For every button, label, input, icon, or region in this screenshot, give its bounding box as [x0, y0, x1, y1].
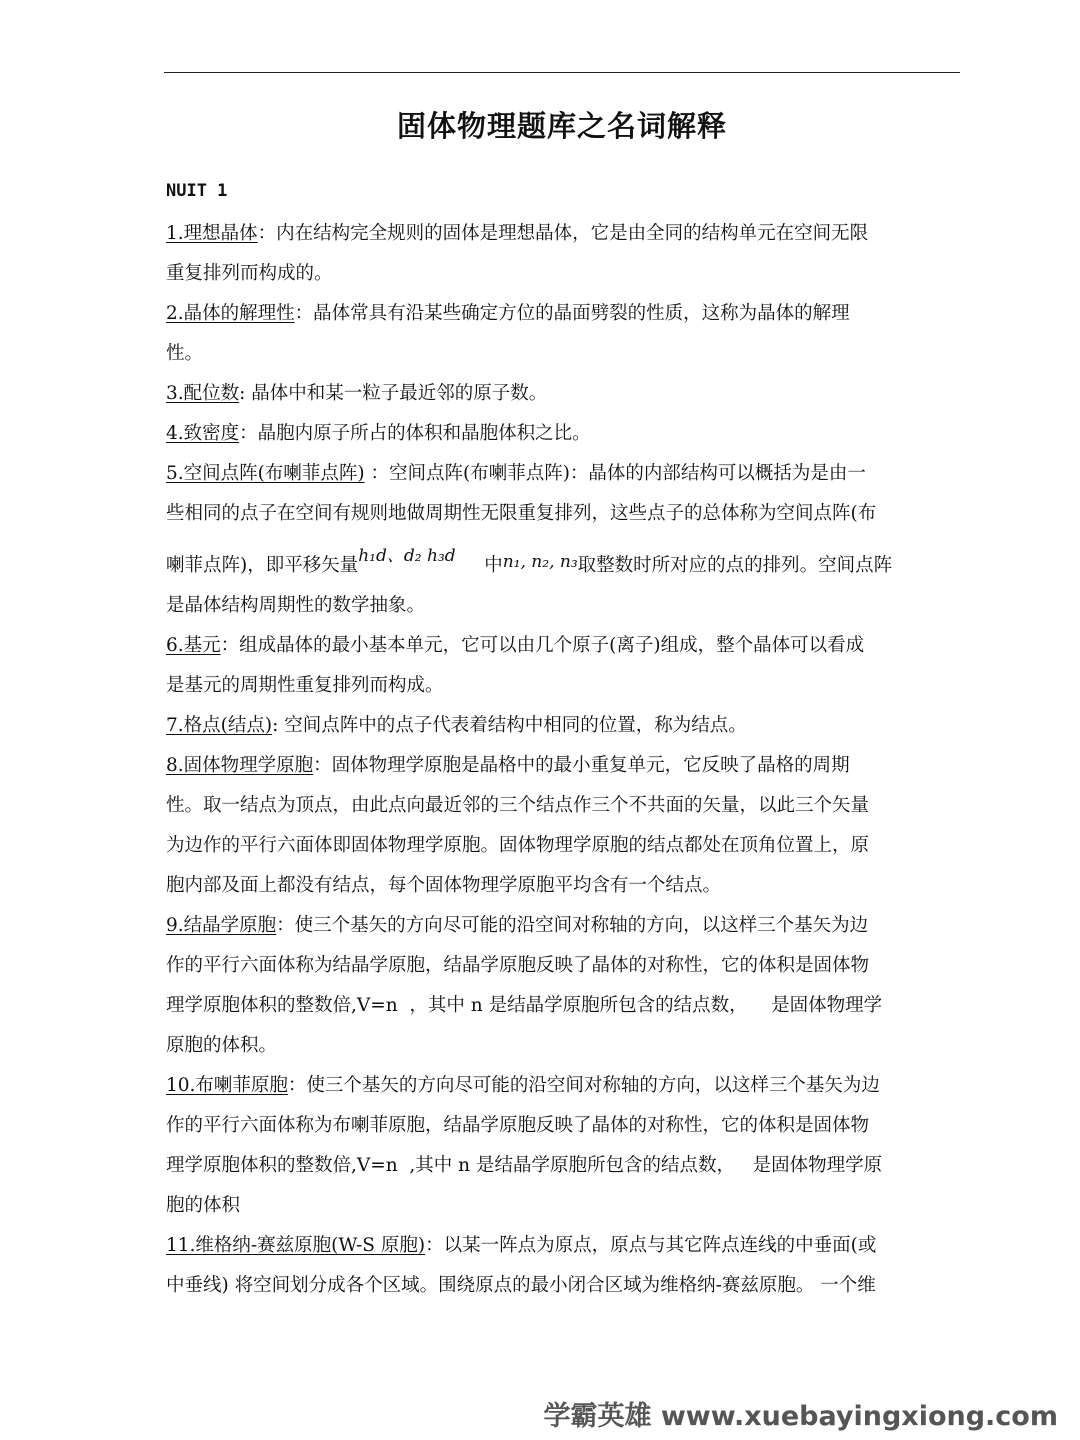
entry-text: ：晶胞内原子所占的体积和晶胞体积之比。 — [239, 423, 591, 444]
entry-term: 11.维格纳-赛兹原胞(W-S 原胞) — [166, 1235, 426, 1256]
entry-text: 取整数时所对应的点的排列。空间点阵 — [577, 555, 893, 576]
entry-line: 作的平行六面体称为布喇菲原胞，结晶学原胞反映了晶体的对称性，它的体积是固体物 — [166, 1115, 870, 1136]
entry-text: ：组成晶体的最小基本单元，它可以由几个原子(离子)组成，整个晶体可以看成 — [220, 635, 865, 656]
entry-line — [166, 626, 964, 666]
entry-term: 8.固体物理学原胞 — [166, 755, 314, 776]
entry-line: 为边作的平行六面体即固体物理学原胞。固体物理学原胞的结点都处在顶角位置上，原 — [166, 835, 870, 856]
entry-text: 中 — [484, 555, 503, 576]
entry-primitive-cell — [166, 746, 964, 906]
entry-line: 是基元的周期性重复排列而构成。 — [166, 675, 444, 696]
entry-text: ：使三个基矢的方向尽可能的沿空间对称轴的方向，以这样三个基矢为边 — [276, 915, 869, 936]
entry-line — [166, 414, 964, 454]
entry-crystallographic-cell — [166, 906, 964, 1066]
entry-term: 4.致密度 — [166, 423, 240, 444]
entry-line: 性。取一结点为顶点，由此点向最近邻的三个结点作三个不共面的矢量，以此三个矢量 — [166, 795, 870, 816]
entry-line: 些相同的点子在空间有规则地做周期性无限重复排列，这些点子的总体称为空间点阵(布 — [166, 503, 877, 524]
entry-line — [166, 706, 964, 746]
entry-line — [166, 1226, 964, 1266]
entry-term: 10.布喇菲原胞 — [166, 1075, 288, 1096]
entry-line — [166, 374, 964, 414]
entry-line: 性。 — [166, 343, 204, 364]
integer-coefficients: n₁, n₂, n₃ — [502, 552, 578, 572]
entry-text: ：空间点阵(布喇菲点阵)：晶体的内部结构可以概括为是由一 — [364, 463, 866, 484]
entry-line: 胞的体积 — [166, 1195, 241, 1216]
entry-line — [166, 294, 964, 334]
entry-space-lattice — [166, 454, 964, 626]
entry-line: 中垂线) 将空间划分成各个区域。围绕原点的最小闭合区域为维格纳-赛兹原胞。 一个维 — [166, 1275, 876, 1296]
entry-line — [166, 454, 964, 494]
equation-line — [166, 534, 964, 586]
entry-text: 喇菲点阵)，即平移矢量 — [166, 555, 359, 576]
entry-line: 胞内部及面上都没有结点，每个固体物理学原胞平均含有一个结点。 — [166, 875, 722, 896]
entry-term: 5.空间点阵(布喇菲点阵) — [166, 463, 365, 484]
watermark: 学霸英雄 www.xuebayingxiong.com — [543, 1401, 1058, 1432]
entry-text: ：使三个基矢的方向尽可能的沿空间对称轴的方向，以这样三个基矢为边 — [287, 1075, 880, 1096]
entry-term: 6.基元 — [166, 635, 221, 656]
entry-wigner-seitz-cell — [166, 1226, 964, 1306]
entry-text: ：以某一阵点为原点，原点与其它阵点连线的中垂面(或 — [425, 1235, 877, 1256]
entry-text: ：内在结构完全规则的固体是理想晶体，它是由全同的结构单元在空间无限 — [257, 223, 869, 244]
entry-line — [166, 1066, 964, 1106]
entry-line: 是晶体结构周期性的数学抽象。 — [166, 595, 426, 616]
translation-vector: h₁d、d₂ h₃d — [358, 546, 456, 566]
entry-line: 原胞的体积。 — [166, 1035, 278, 1056]
entry-text: ：固体物理学原胞是晶格中的最小重复单元，它反映了晶格的周期 — [313, 755, 850, 776]
entry-text: : 空间点阵中的点子代表着结构中相同的位置，称为结点。 — [272, 715, 747, 736]
entry-line: 理学原胞体积的整数倍,V=n ,其中 n 是结晶学原胞所包含的结点数， 是固体物理学原 — [166, 1155, 883, 1176]
entry-text: ：晶体常具有沿某些确定方位的晶面劈裂的性质，这称为晶体的解理 — [294, 303, 850, 324]
entry-packing-density — [166, 414, 964, 454]
entry-term: 3.配位数 — [166, 383, 240, 404]
entry-cleavage — [166, 294, 964, 374]
entry-line — [166, 906, 964, 946]
entry-basis — [166, 626, 964, 706]
header-rule — [164, 72, 960, 73]
unit-heading: NUIT 1 — [166, 181, 228, 201]
entry-line: 作的平行六面体称为结晶学原胞，结晶学原胞反映了晶体的对称性，它的体积是固体物 — [166, 955, 870, 976]
entry-ideal-crystal — [166, 214, 964, 294]
entry-term: 7.格点(结点) — [166, 715, 273, 736]
entry-term: 9.结晶学原胞 — [166, 915, 277, 936]
entry-line: 理学原胞体积的整数倍,V=n ，其中 n 是结晶学原胞所包含的结点数， 是固体物理学 — [166, 995, 883, 1016]
entry-line — [166, 746, 964, 786]
entry-bravais-cell — [166, 1066, 964, 1226]
entry-term: 2.晶体的解理性 — [166, 303, 295, 324]
entry-term: 1.理想晶体 — [166, 223, 258, 244]
page-title: 固体物理题库之名词解释 — [396, 109, 727, 143]
entry-line: 重复排列而构成的。 — [166, 263, 333, 284]
entry-lattice-point — [166, 706, 964, 746]
entry-coordination-number — [166, 374, 964, 414]
entry-text: : 晶体中和某一粒子最近邻的原子数。 — [239, 383, 548, 404]
entry-line — [166, 214, 964, 254]
